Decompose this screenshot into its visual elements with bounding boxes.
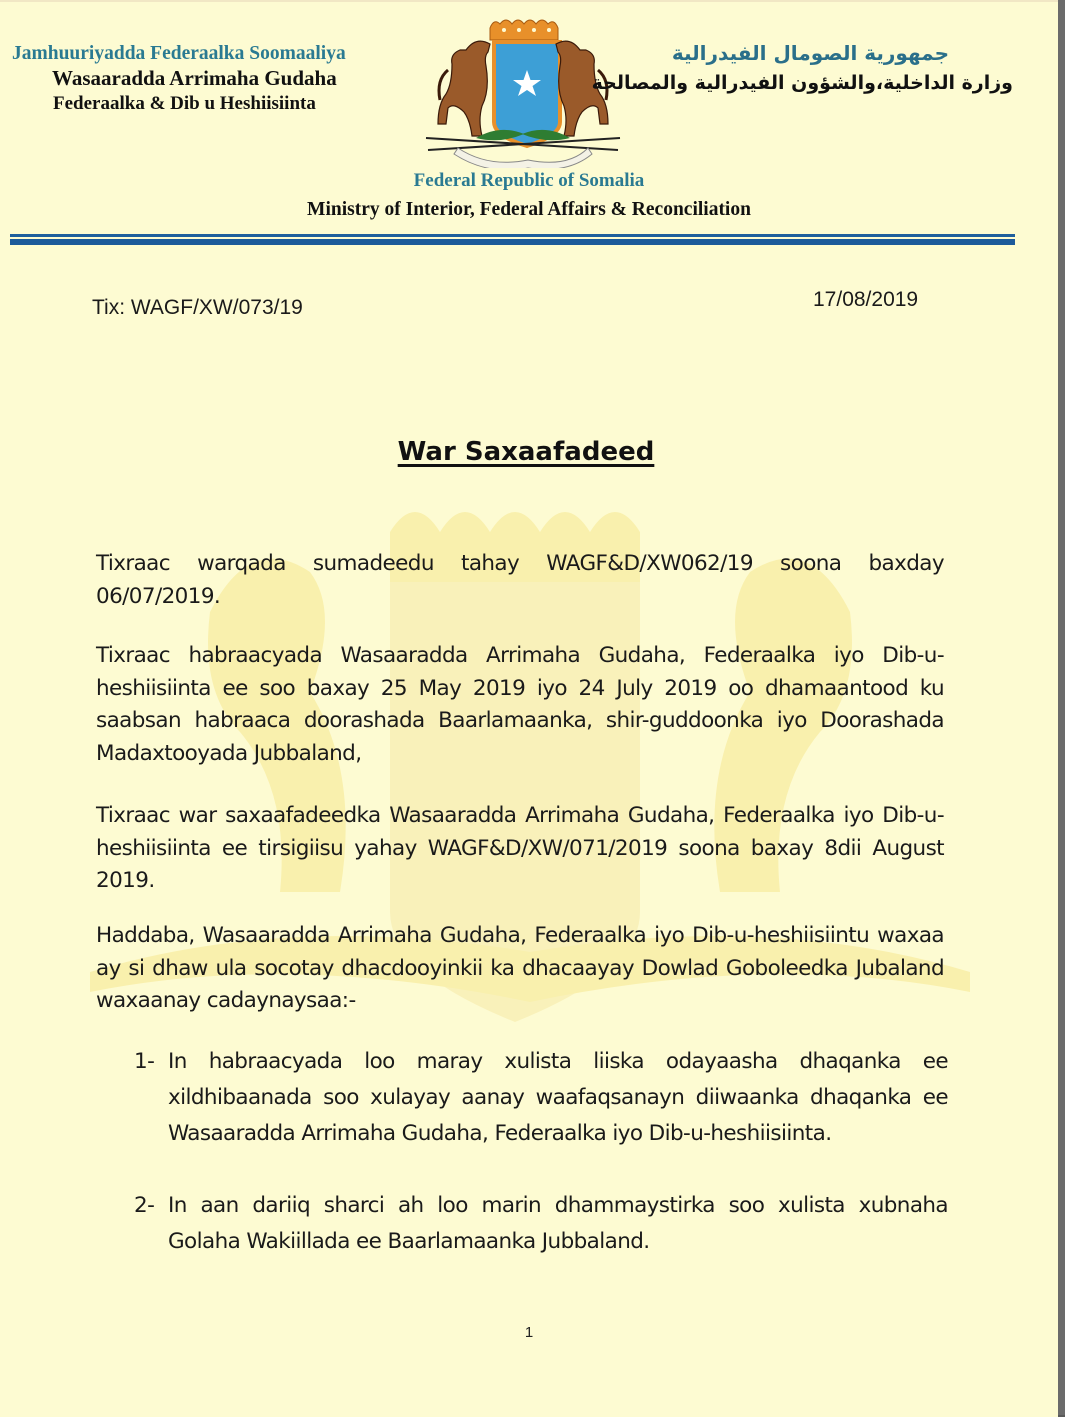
country-name-english-text: Federal Republic of Somalia: [413, 170, 645, 191]
letterhead-arabic: [592, 38, 1013, 98]
paragraph: Tixraac warqada sumadeedu tahay WAGF&D/XW062/19 soona baxday 06/07/2019.: [96, 551, 944, 609]
list-item-text: In habraacyada loo maray xulista liiska odayaasha dhaqanka ee xildhibaanada soo xulayay aanay waafaqsanayn diiwaanka dhaqanka ee Wasaaradda Arrimaha Gudaha, Federaalka iyo Dib-u-heshiisiinta.: [168, 1049, 948, 1146]
country-name-english: [0, 170, 1058, 192]
reference-number: Tix: WAGF/XW/073/19: [92, 296, 303, 319]
ministry-name-somali-line1: Wasaaradda Arrimaha Gudaha: [52, 66, 337, 90]
list-item: [134, 1188, 948, 1260]
header-divider-thin: [10, 234, 1015, 237]
document-title-text: War Saxaafadeed: [397, 437, 655, 467]
page-number: 1: [524, 1324, 534, 1341]
list-item-number: 1-: [134, 1049, 155, 1074]
page-edge-shadow: [1058, 0, 1065, 1415]
list-item: [134, 1044, 948, 1152]
paragraph: Haddaba, Wasaaradda Arrimaha Gudaha, Federaalka iyo Dib-u-heshiisiintu waxaa ay si dhaw ula socotay dhacdooyinkii ka dhacaayay Dowlad Goboleedka Jubaland waxaanay cadaynaysaa:-: [96, 923, 944, 1013]
country-name-arabic: جمهورية الصومال الفيدرالية: [671, 41, 949, 65]
ministry-name-somali-line2: Federaalka & Dib u Heshiisiinta: [53, 93, 316, 114]
document-title: [0, 437, 1058, 467]
document-date: 17/08/2019: [813, 288, 919, 311]
paragraph: Tixraac habraacyada Wasaaradda Arrimaha Gudaha, Federaalka iyo Dib-u-heshiisiinta ee soo baxay 25 May 2019 iyo 24 July 2019 oo dhamaantood ku saabsan habraaca doorashada Baarlamaanka, shir-guddoonka iyo Doorashada Madaxtooyada Jubbaland,: [96, 643, 944, 766]
ministry-name-english: Ministry of Interior, Federal Affairs & Reconciliation: [307, 199, 751, 220]
country-name-somali: Jamhuuriyadda Federaalka Soomaaliya: [12, 43, 346, 64]
header-divider-thick: [10, 239, 1015, 245]
letterhead-somali: [12, 42, 422, 116]
paragraph: Tixraac war saxaafadeedka Wasaaradda Arrimaha Gudaha, Federaalka iyo Dib-u-heshiisiinta ee tirsigiisu yahay WAGF&D/XW/071/2019 soona baxay 8dii August 2019.: [96, 803, 944, 893]
ministry-name-arabic: وزارة الداخلية،والشؤون الفيدرالية والمصالحة: [591, 72, 1013, 94]
list-item-text: In aan dariiq sharci ah loo marin dhammaystirka soo xulista xubnaha Golaha Wakiillada ee Baarlamaanka Jubbaland.: [168, 1193, 948, 1254]
list-item-number: 2-: [134, 1193, 155, 1218]
